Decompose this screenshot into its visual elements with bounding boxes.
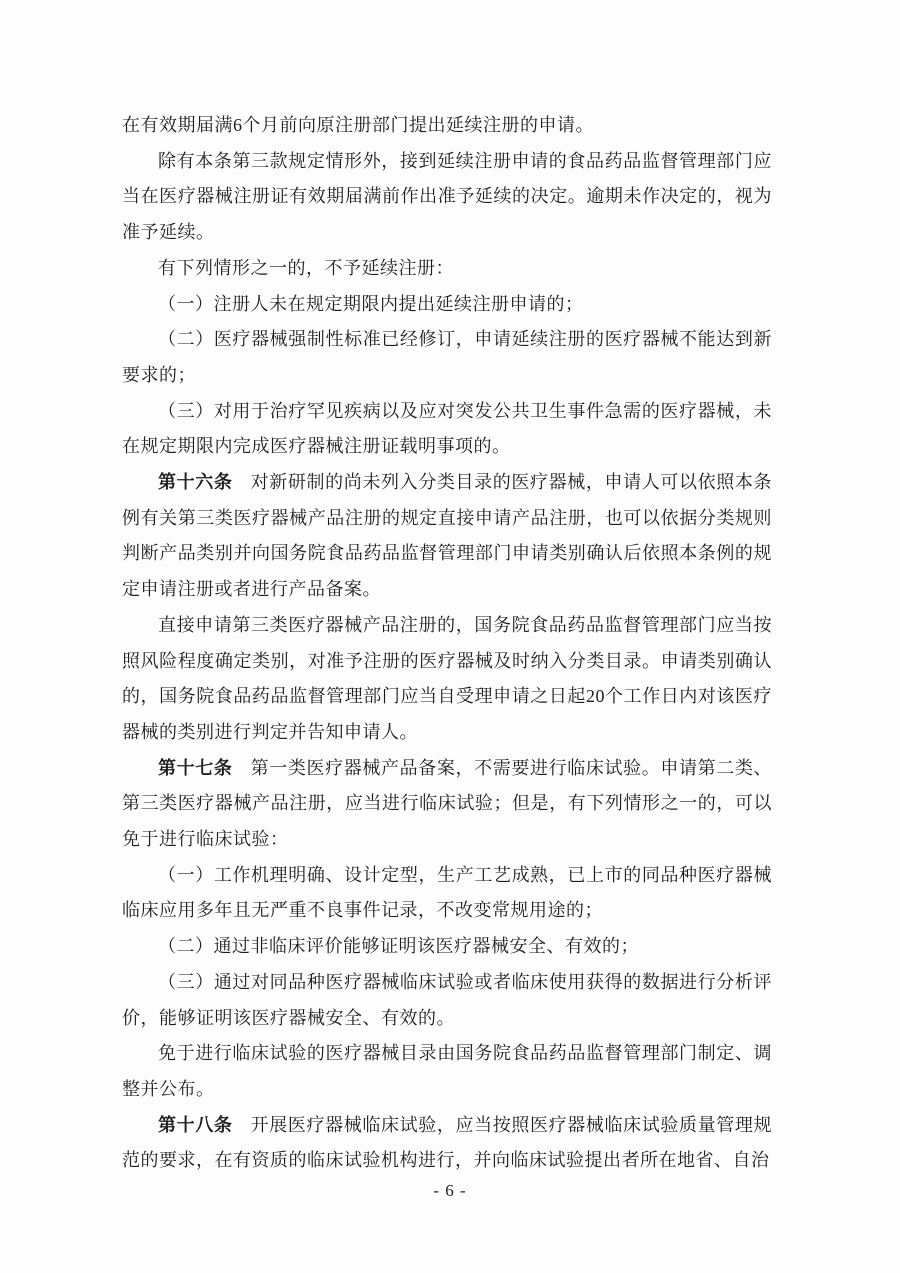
paragraph — [122, 751, 772, 858]
paragraph — [122, 322, 772, 393]
paragraph-text: （二）医疗器械强制性标准已经修订，申请延续注册的医疗器械不能达到新要求的； — [122, 329, 772, 385]
paragraph — [122, 1108, 772, 1179]
paragraph-text: 除有本条第三款规定情形外，接到延续注册申请的食品药品监督管理部门应当在医疗器械注册证有效期届满前作出准予延续的决定。逾期未作决定的，视为准予延续。 — [122, 150, 772, 243]
paragraph — [122, 251, 772, 287]
page-number: - 6 - — [433, 1181, 467, 1200]
paragraph — [122, 608, 772, 751]
paragraph-text: （一）工作机理明确、设计定型，生产工艺成熟，已上市的同品种医疗器械临床应用多年且无严重不良事件记录，不改变常规用途的； — [122, 864, 772, 921]
paragraph-text: （三）对用于治疗罕见疾病以及应对突发公共卫生事件急需的医疗器械，未在规定期限内完成医疗器械注册证载明事项的。 — [122, 400, 772, 457]
paragraph-text: 有下列情形之一的，不予延续注册： — [158, 257, 454, 278]
paragraph — [122, 465, 772, 608]
paragraph — [122, 108, 772, 144]
paragraph-text: （三）通过对同品种医疗器械临床试验或者临床使用获得的数据进行分析评价，能够证明该医疗器械安全、有效的。 — [122, 971, 772, 1028]
article-number: 第十七条 — [158, 757, 233, 778]
paragraph — [122, 287, 772, 323]
paragraph-text: 直接申请第三类医疗器械产品注册的，国务院食品药品监督管理部门应当按照风险程度确定类别，对准予注册的医疗器械及时纳入分类目录。申请类别确认的，国务院食品药品监督管理部门应当自受理申请之日起20个工作日内对该医疗器械的类别进行判定并告知申请人。 — [122, 614, 772, 742]
paragraph-text: 对新研制的尚未列入分类目录的医疗器械，申请人可以依照本条例有关第三类医疗器械产品注册的规定直接申请产品注册，也可以依据分类规则判断产品类别并向国务院食品药品监督管理部门申请类别确认后依照本条例的规定申请注册或者进行产品备案。 — [122, 472, 772, 600]
paragraph-text: （一）注册人未在规定期限内提出延续注册申请的； — [158, 293, 584, 314]
paragraph-text: 在有效期届满6个月前向原注册部门提出延续注册的申请。 — [122, 115, 594, 135]
paragraph — [122, 1036, 772, 1107]
article-number: 第十六条 — [158, 472, 233, 493]
paragraph — [122, 929, 772, 965]
document-body — [122, 108, 772, 1179]
paragraph-text: （二）通过非临床评价能够证明该医疗器械安全、有效的； — [158, 936, 639, 957]
paragraph — [122, 394, 772, 465]
paragraph-text: 第一类医疗器械产品备案，不需要进行临床试验。申请第二类、第三类医疗器械产品注册，应当进行临床试验；但是，有下列情形之一的，可以免于进行临床试验： — [122, 757, 772, 850]
article-number: 第十八条 — [158, 1114, 233, 1135]
paragraph — [122, 858, 772, 929]
paragraph-text: 免于进行临床试验的医疗器械目录由国务院食品药品监督管理部门制定、调整并公布。 — [122, 1043, 772, 1099]
paragraph — [122, 144, 772, 251]
paragraph — [122, 965, 772, 1036]
paragraph-text: 开展医疗器械临床试验，应当按照医疗器械临床试验质量管理规范的要求，在有资质的临床试验机构进行，并向临床试验提出者所在地省、自治 — [122, 1114, 772, 1171]
